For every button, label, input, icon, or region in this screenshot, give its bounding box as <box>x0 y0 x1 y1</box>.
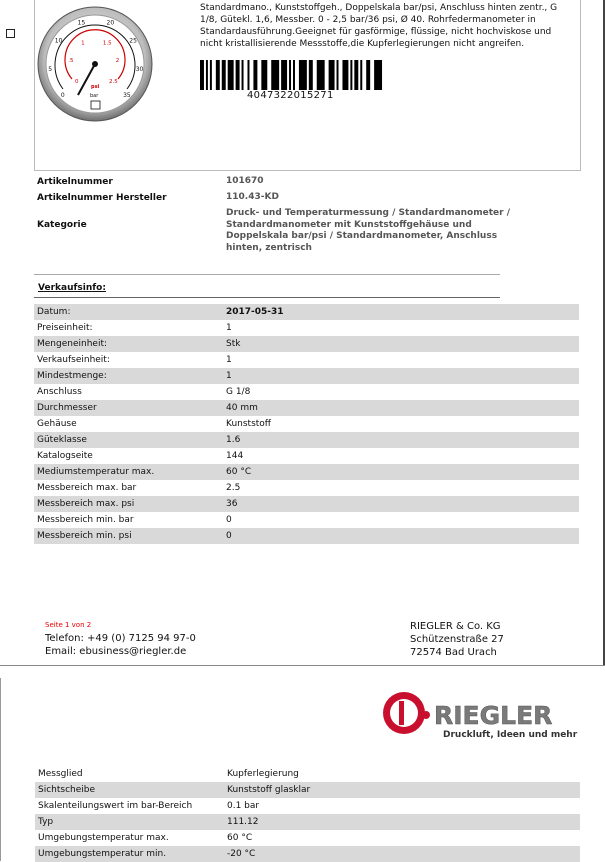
footer-phone: Telefon: +49 (0) 7125 94 97-0 <box>45 633 196 644</box>
gauge-outer-tick-label: 0 <box>60 92 65 100</box>
gauge-outer-tick-label: 35 <box>123 92 131 100</box>
row-value: 1 <box>226 355 232 365</box>
row-label: Sichtscheibe <box>38 785 96 795</box>
table-row <box>34 304 579 320</box>
row-value: 0.1 bar <box>227 801 260 811</box>
barcode-bar <box>271 60 279 90</box>
barcode-bar <box>293 60 295 90</box>
table-row <box>34 416 579 432</box>
footer-city: 72574 Bad Urach <box>410 647 497 658</box>
barcode-bar <box>247 60 249 90</box>
barcode-bar <box>374 60 382 90</box>
barcode-bar <box>366 60 370 90</box>
row-label: Durchmesser <box>37 403 97 413</box>
table-row <box>34 432 579 448</box>
table-row <box>34 512 579 528</box>
gauge-outer-tick-label: 30 <box>135 65 144 73</box>
page-separator <box>0 665 605 679</box>
barcode-bar <box>253 60 257 90</box>
barcode-bar <box>360 60 362 90</box>
row-label: Mengeneinheit: <box>37 339 108 349</box>
barcode-bar <box>210 60 212 90</box>
barcode-bar <box>299 60 307 90</box>
separator-line <box>34 297 500 298</box>
barcode-bar <box>206 60 208 90</box>
table-row <box>35 814 580 830</box>
row-label: Mediumstemperatur max. <box>37 467 155 477</box>
table-row <box>35 830 580 846</box>
row-value: Kunststoff glasklar <box>227 785 311 795</box>
spec-value-artikelnummer: 101670 <box>226 176 264 186</box>
row-label: Messbereich max. psi <box>37 499 135 509</box>
barcode-bar <box>317 60 325 90</box>
spec-label-artikelnummer: Artikelnummer <box>37 177 113 187</box>
table-row <box>34 448 579 464</box>
table-row <box>34 368 579 384</box>
page-number: Seite 1 von 2 <box>45 621 92 629</box>
row-value: Kupferlegierung <box>227 769 299 779</box>
row-label: Preiseinheit: <box>37 323 93 333</box>
footer-street: Schützenstraße 27 <box>410 634 504 645</box>
barcode-bar <box>289 60 291 90</box>
row-label: Katalogseite <box>37 451 93 461</box>
table-row <box>34 400 579 416</box>
footer-email[interactable]: Email: ebusiness@riegler.de <box>45 646 187 657</box>
row-value: 40 mm <box>226 403 258 413</box>
row-label: Messglied <box>38 769 83 779</box>
row-label: Gehäuse <box>37 419 77 429</box>
gauge-outer-tick-label: 15 <box>77 19 86 27</box>
barcode-bar <box>200 60 204 90</box>
pressure-gauge-image <box>36 5 154 123</box>
row-value: 1 <box>226 323 232 333</box>
footer-address <box>410 620 504 659</box>
barcode-bar <box>329 60 335 90</box>
row-label: Messbereich min. psi <box>37 531 132 541</box>
gauge-unit-psi: psi <box>91 84 100 90</box>
gauge-inner-tick-label: 0 <box>75 79 79 85</box>
row-label: Umgebungstemperatur max. <box>38 833 169 843</box>
barcode-bar <box>309 60 313 90</box>
barcode-bar <box>222 60 226 90</box>
row-label: Mindestmenge: <box>37 371 107 381</box>
row-value: Stk <box>226 339 241 349</box>
spec-label-kategorie: Kategorie <box>37 220 87 230</box>
row-value: 0 <box>226 515 232 525</box>
table-row <box>34 320 579 336</box>
row-value: 1 <box>226 371 232 381</box>
table-row <box>35 846 580 862</box>
gauge-outer-tick-label: 5 <box>48 65 53 73</box>
spec-label-hersteller: Artikelnummer Hersteller <box>37 193 167 203</box>
barcode-icon <box>200 60 386 90</box>
gauge-outer-tick-label: 25 <box>129 37 137 45</box>
checkbox[interactable] <box>6 29 15 38</box>
row-value: 60 °C <box>227 833 253 843</box>
barcode-bar <box>350 60 352 90</box>
footer-company: RIEGLER & Co. KG <box>410 621 501 632</box>
row-value: 60 °C <box>226 467 252 477</box>
barcode-bar <box>236 60 240 90</box>
table-row <box>35 782 580 798</box>
row-label: Messbereich max. bar <box>37 483 137 493</box>
barcode-bar <box>216 60 220 90</box>
gauge-inner-tick-label: 2.5 <box>109 79 118 85</box>
table-row <box>35 766 580 782</box>
row-value: G 1/8 <box>226 387 251 397</box>
barcode-bar <box>242 60 244 90</box>
row-label: Umgebungstemperatur min. <box>38 849 167 859</box>
row-label: Typ <box>38 817 54 827</box>
gauge-inner-tick-label: 1 <box>81 40 85 47</box>
gauge-unit-bar: bar <box>90 93 99 99</box>
barcode-bar <box>281 60 287 90</box>
table-row <box>34 480 579 496</box>
gauge-inner-tick-label: 1.5 <box>102 40 112 47</box>
section-title-verkaufsinfo: Verkaufsinfo: <box>38 283 106 293</box>
row-value: 1.6 <box>226 435 241 445</box>
gauge-outer-tick-label: 10 <box>54 37 63 45</box>
table-row <box>35 798 580 814</box>
barcode-bar <box>261 60 267 90</box>
row-label: Güteklasse <box>37 435 87 445</box>
row-value: -20 °C <box>227 849 256 859</box>
row-value: 144 <box>226 451 244 461</box>
gauge-inner-tick-label: .5 <box>68 58 74 65</box>
row-value: Kunststoff <box>226 419 272 429</box>
row-value: 2017-05-31 <box>226 307 284 317</box>
row-label: Anschluss <box>37 387 82 397</box>
logo-brand-text: RIEGLER <box>434 701 553 730</box>
barcode-bar <box>342 60 348 90</box>
logo-slogan: Druckluft, Ideen und mehr <box>443 730 578 740</box>
row-value: 2.5 <box>226 483 241 493</box>
row-label: Skalenteilungswert im bar-Bereich <box>38 801 193 811</box>
row-value: 111.12 <box>227 817 259 827</box>
row-value: 0 <box>226 531 232 541</box>
barcode-bar <box>354 60 358 90</box>
table-row <box>34 384 579 400</box>
gauge-inner-tick-label: 2 <box>115 58 120 65</box>
gauge-outer-tick-label: 20 <box>106 19 115 27</box>
barcode-bar <box>228 60 234 90</box>
table-row <box>34 464 579 480</box>
row-label: Messbereich min. bar <box>37 515 134 525</box>
barcode-number: 4047322015271 <box>247 90 334 101</box>
product-description: Standardmano., Kunststoffgeh., Doppelskala bar/psi, Anschluss hinten zentr., G 1/8, Gütekl. 1,6, Messber. 0 - 2,5 bar/36 psi, Ø 40. Rohrfedermanometer in Standardausführung.Geeignet für gasförmige, flüssige, nicht hochviskose und nicht kristallisierende Messstoffe,die Kupferlegierungen nicht angreifen. <box>200 3 558 49</box>
spec-value-hersteller: 110.43-KD <box>226 192 279 202</box>
spec-value-kategorie: Druck- und Temperaturmessung / Standardmanometer / Standardmanometer mit Kunststoffgehäuse und Doppelskala bar/psi / Standardmanometer, Anschluss hinten, zentrisch <box>226 208 510 253</box>
row-value: 36 <box>226 499 238 509</box>
table-row <box>34 336 579 352</box>
row-label: Datum: <box>37 307 71 317</box>
table-row <box>34 528 579 544</box>
barcode-bar <box>337 60 339 90</box>
table-row <box>34 496 579 512</box>
row-label: Verkaufseinheit: <box>37 355 110 365</box>
separator-line <box>34 274 500 275</box>
footer-contact <box>45 632 196 658</box>
table-row <box>34 352 579 368</box>
